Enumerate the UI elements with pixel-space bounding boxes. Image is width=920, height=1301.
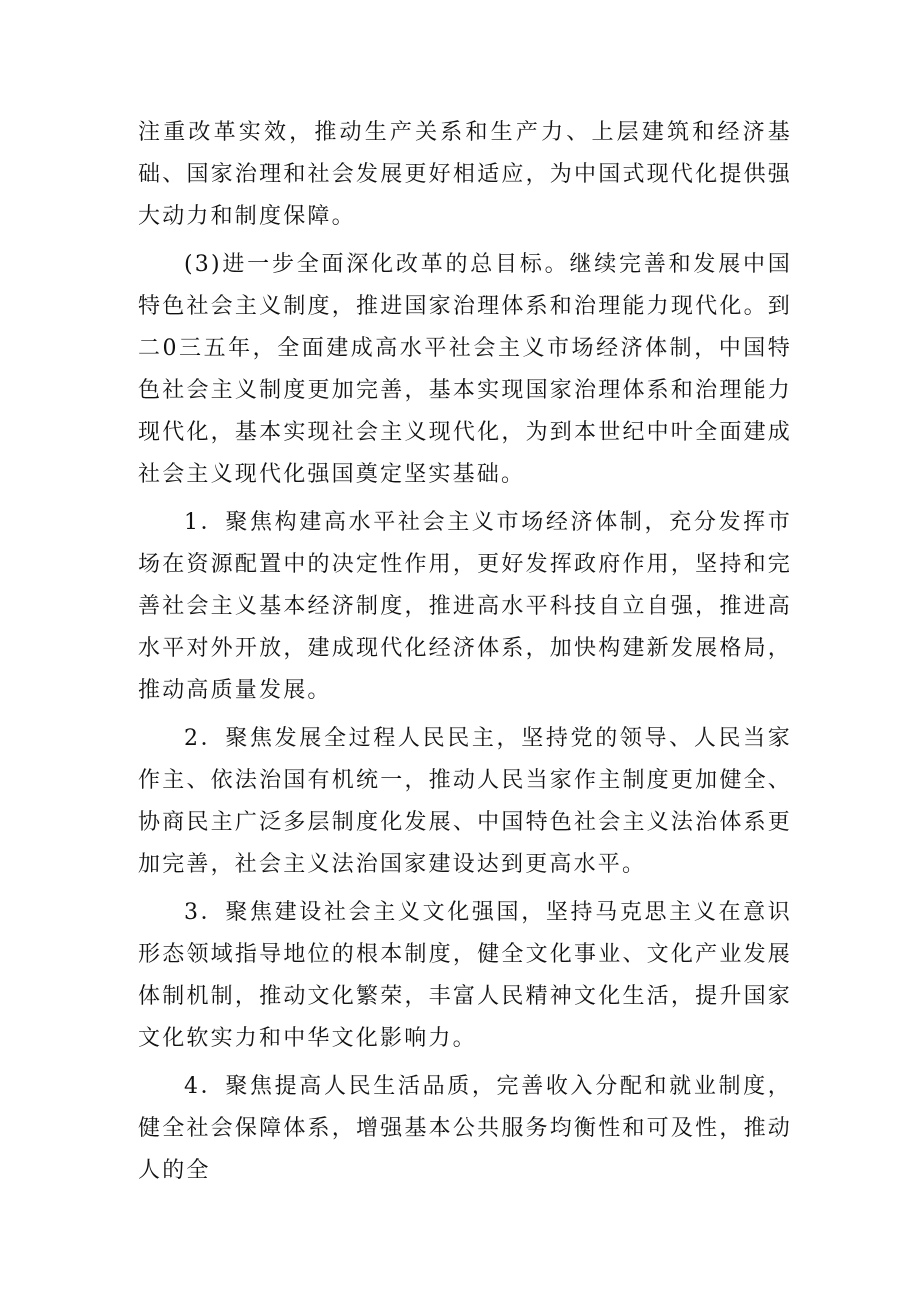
paragraph-item-3: 3．聚焦建设社会主义文化强国，坚持马克思主义在意识形态领域指导地位的根本制度，健全文化事业、文化产业发展体制机制，推动文化繁荣，丰富人民精神文化生活，提升国家文化软实力和中华文化影响力。 [138,900,792,1051]
paragraph-overall-goal: (3)进一步全面深化改革的总目标。继续完善和发展中国特色社会主义制度，推进国家治理体系和治理能力现代化。到二0三五年，全面建成高水平社会主义市场经济体制，中国特色社会主义制度更加完善，基本实现国家治理体系和治理能力现代化，基本实现社会主义现代化，为到本世纪中叶全面建成社会主义现代化强国奠定坚实基础。 [138,252,792,487]
paragraph-item-4: 4．聚焦提高人民生活品质，完善收入分配和就业制度，健全社会保障体系，增强基本公共服务均衡性和可及性，推动人的全 [138,1074,792,1183]
paragraph-item-1: 1．聚焦构建高水平社会主义市场经济体制，充分发挥市场在资源配置中的决定性作用，更好发挥政府作用，坚持和完善社会主义基本经济制度，推进高水平科技自立自强，推进高水平对外开放，建成现代化经济体系，加快构建新发展格局，推动高质量发展。 [138,510,792,703]
paragraph-continuation: 注重改革实效，推动生产关系和生产力、上层建筑和经济基础、国家治理和社会发展更好相适应，为中国式现代化提供强大动力和制度保障。 [138,120,792,229]
paragraph-item-2: 2．聚焦发展全过程人民民主，坚持党的领导、人民当家作主、依法治国有机统一，推动人民当家作主制度更加健全、协商民主广泛多层制度化发展、中国特色社会主义法治体系更加完善，社会主义法治国家建设达到更高水平。 [138,726,792,877]
